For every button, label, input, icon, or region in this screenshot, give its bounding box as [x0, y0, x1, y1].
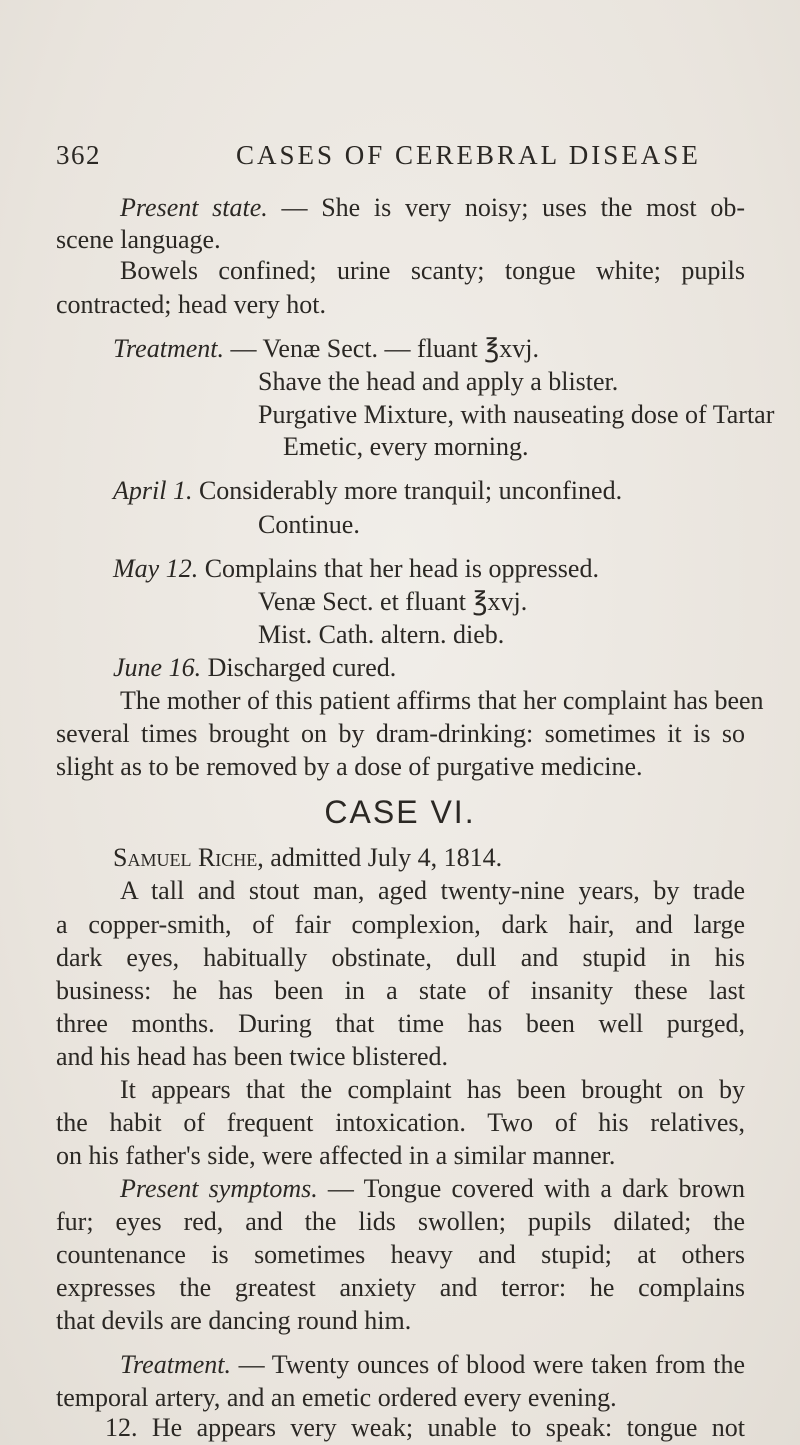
text-line: countenance is sometimes heavy and stupid; at others	[56, 1240, 745, 1269]
text-line: 12. He appears very weak; unable to speak: tongue not	[105, 1413, 745, 1442]
text-line: the habit of frequent intoxication. Two of his relatives,	[56, 1108, 745, 1137]
text-line: Shave the head and apply a blister.	[258, 367, 619, 396]
page-number: 362	[56, 140, 101, 170]
text-line: a copper-smith, of fair complexion, dark hair, and large	[56, 910, 745, 939]
text-line: Continue.	[258, 510, 360, 539]
text-line: Samuel Riche, admitted July 4, 1814.	[113, 843, 503, 872]
text-line: that devils are dancing round him.	[56, 1306, 412, 1335]
text-line: Venæ Sect. et fluant ℥xvj.	[258, 587, 528, 616]
text-line: It appears that the complaint has been brought on by	[120, 1075, 745, 1104]
text-line: A tall and stout man, aged twenty-nine years, by trade	[120, 876, 745, 905]
running-title: CASES OF CEREBRAL DISEASE	[236, 140, 701, 170]
text-line: June 16. Discharged cured.	[113, 653, 397, 682]
text-line: Purgative Mixture, with nauseating dose of Tartar	[258, 400, 775, 429]
case-heading: CASE VI.	[324, 794, 476, 830]
text-line: Bowels confined; urine scanty; tongue white; pupils	[120, 256, 745, 285]
text-line: Present symptoms. — Tongue covered with a dark brown	[120, 1174, 745, 1203]
text-line: several times brought on by dram-drinking: sometimes it is so	[56, 719, 745, 748]
text-line: The mother of this patient affirms that her complaint has been	[120, 686, 764, 715]
text-line: fur; eyes red, and the lids swollen; pupils dilated; the	[56, 1207, 745, 1236]
text-line: Present state. — She is very noisy; uses the most ob-	[120, 193, 746, 222]
text-line: contracted; head very hot.	[56, 290, 326, 319]
text-line: Mist. Cath. altern. dieb.	[258, 620, 505, 649]
text-line: temporal artery, and an emetic ordered every evening.	[56, 1383, 617, 1412]
text-line: Treatment. — Twenty ounces of blood were taken from the	[120, 1350, 745, 1379]
text-line: May 12. Complains that her head is oppressed.	[113, 554, 599, 583]
text-line: expresses the greatest anxiety and terror: he complains	[56, 1273, 745, 1302]
text-line: and his head has been twice blistered.	[56, 1042, 449, 1071]
text-line: dark eyes, habitually obstinate, dull and stupid in his	[56, 943, 745, 972]
page-header	[56, 140, 746, 180]
text-line: Emetic, every morning.	[283, 432, 529, 461]
text-line: business: he has been in a state of insanity these last	[56, 976, 745, 1005]
text-line: Treatment. — Venæ Sect. — fluant ℥xvj.	[113, 334, 539, 363]
text-line: slight as to be removed by a dose of purgative medicine.	[56, 752, 643, 781]
text-line: on his father's side, were affected in a similar manner.	[56, 1141, 616, 1170]
text-line: three months. During that time has been well purged,	[56, 1009, 745, 1038]
text-line: scene language.	[56, 225, 221, 254]
text-line: April 1. Considerably more tranquil; unconfined.	[113, 476, 623, 505]
